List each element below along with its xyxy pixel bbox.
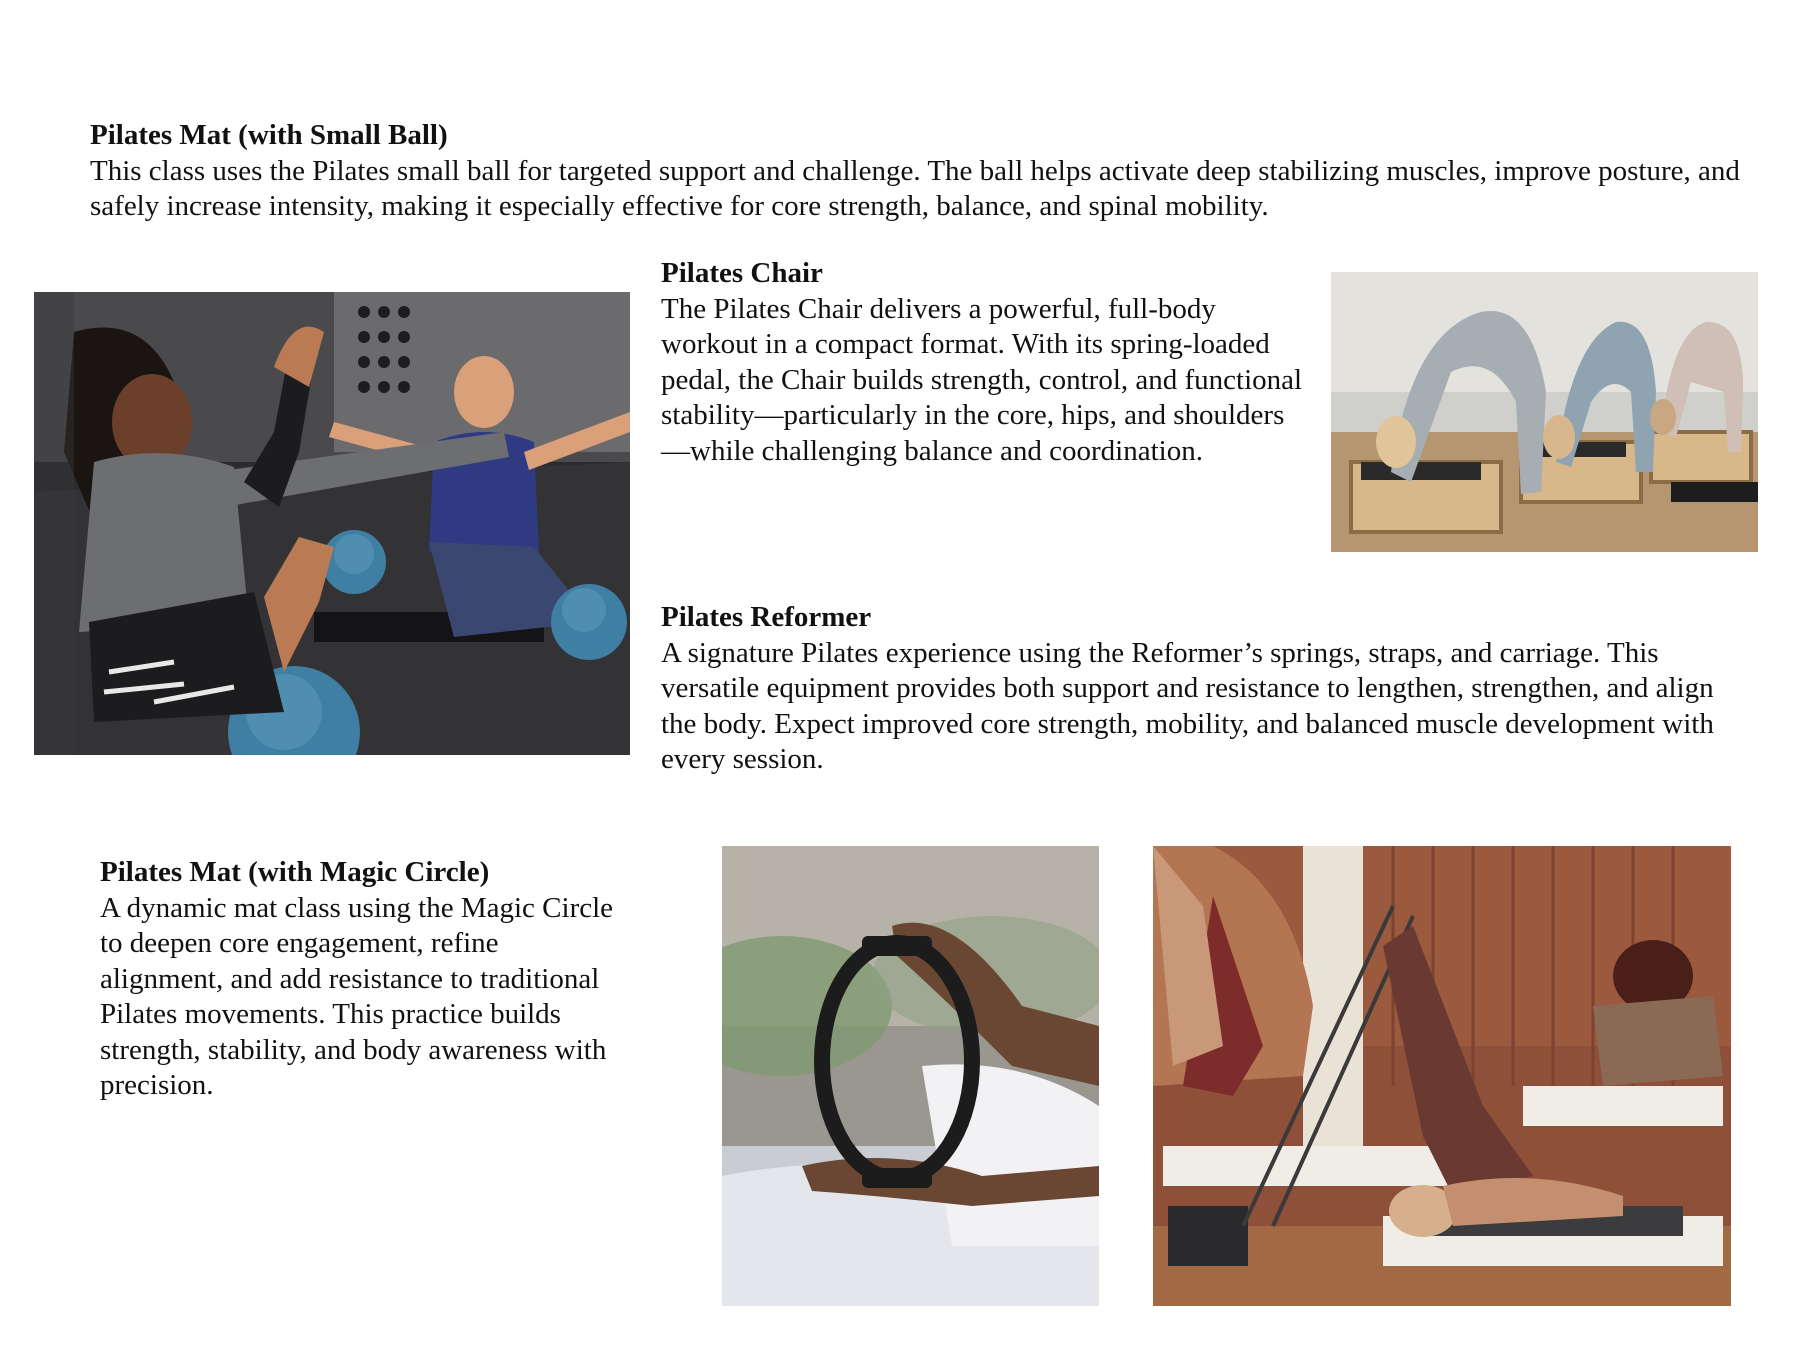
- section-pilates-chair: [661, 256, 1311, 469]
- section-mat-small-ball: [90, 118, 1770, 225]
- section-mat-magic-circle: [100, 855, 620, 1104]
- section-body: The Pilates Chair delivers a powerful, full-body workout in a compact format. With its spring-loaded pedal, the Chair builds strength, control, and functional stability—particularly in the core, hips, and shoulders—while challenging balance and coordination.: [661, 292, 1303, 467]
- section-title: Pilates Chair: [661, 257, 823, 289]
- section-pilates-reformer: [661, 600, 1741, 778]
- section-body: This class uses the Pilates small ball for targeted support and challenge. The ball helps activate deep stabilizing muscles, improve posture, and safely increase intensity, making it especially effective for core strength, balance, and spinal mobility.: [90, 154, 1740, 222]
- photo-reformer-class: [1153, 846, 1731, 1306]
- section-body: A dynamic mat class using the Magic Circle to deepen core engagement, refine alignment, and add resistance to traditional Pilates movements. This practice builds strength, stability, and body awareness with precision.: [100, 891, 614, 1101]
- section-title: Pilates Reformer: [661, 601, 872, 633]
- section-body: A signature Pilates experience using the Reformer’s springs, straps, and carriage. This versatile equipment provides both support and resistance to lengthen, strengthen, and align the body. Expect improved core strength, mobility, and balanced muscle development with every session.: [661, 636, 1714, 775]
- section-title: Pilates Mat (with Small Ball): [90, 119, 448, 151]
- photo-pilates-chair: [1331, 272, 1758, 552]
- photo-magic-circle: [722, 846, 1099, 1306]
- photo-mat-small-ball: [34, 292, 630, 755]
- section-title: Pilates Mat (with Magic Circle): [100, 856, 490, 888]
